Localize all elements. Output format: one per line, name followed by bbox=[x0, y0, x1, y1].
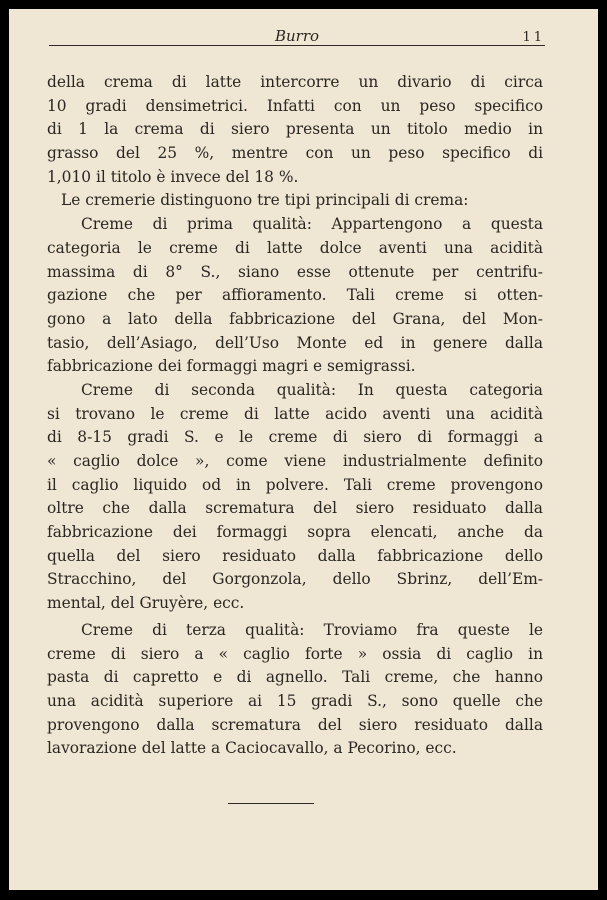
text-line: il caglio liquido od in polvere. Tali creme provengono bbox=[47, 475, 543, 494]
text-line: « caglio dolce », come viene industrialmente definito bbox=[47, 452, 543, 470]
text-line: della crema di latte intercorre un divario di circa bbox=[47, 73, 543, 91]
text-line: Le cremerie distinguono tre tipi principali di crema: bbox=[61, 191, 469, 210]
page-header bbox=[47, 21, 547, 47]
running-title: Burro bbox=[274, 27, 320, 45]
header-rule bbox=[49, 45, 545, 46]
text-line: Creme di seconda qualità: In questa categoria bbox=[81, 380, 543, 399]
text-line: di 8-15 gradi S. e le creme di siero di formaggi a bbox=[47, 428, 543, 447]
body-text bbox=[47, 71, 543, 761]
text-line: grasso del 25 %, mentre con un peso specifico di bbox=[47, 144, 543, 163]
text-line: gazione che per affioramento. Tali creme si otten- bbox=[47, 286, 543, 305]
text-line: di 1 la crema di siero presenta un titolo medio in bbox=[47, 120, 543, 139]
text-line: fabbricazione dei formaggi sopra elencati, anche da bbox=[47, 523, 543, 542]
text-line: si trovano le creme di latte acido aventi una acidità bbox=[47, 404, 543, 423]
text-line: categoria le creme di latte dolce aventi una acidità bbox=[47, 238, 543, 257]
section-end-rule bbox=[228, 803, 314, 804]
text-line: Stracchino, del Gorgonzola, dello Sbrinz, dell’Em- bbox=[47, 570, 543, 589]
text-line: provengono dalla scrematura del siero residuato dalla bbox=[47, 715, 543, 734]
text-line: gono a lato della fabbricazione del Grana, del Mon- bbox=[47, 309, 543, 328]
text-line: una acidità superiore ai 15 gradi S., sono quelle che bbox=[47, 691, 543, 710]
text-line: lavorazione del latte a Caciocavallo, a Pecorino, ecc. bbox=[47, 739, 457, 758]
text-line: quella del siero residuato dalla fabbricazione dello bbox=[47, 546, 543, 565]
text-line: creme di siero a « caglio forte » ossia di caglio in bbox=[47, 644, 543, 663]
text-line: 10 gradi densimetrici. Infatti con un peso specifico bbox=[47, 96, 543, 115]
text-line: pasta di capretto e di agnello. Tali creme, che hanno bbox=[47, 668, 543, 687]
book-page bbox=[9, 9, 598, 890]
text-line: Creme di prima qualità: Appartengono a questa bbox=[81, 215, 543, 234]
text-line: massima di 8° S., siano esse ottenute per centrifu- bbox=[47, 262, 543, 281]
text-line: oltre che dalla scrematura del siero residuato dalla bbox=[47, 499, 543, 518]
text-line: tasio, dell’Asiago, dell’Uso Monte ed in genere dalla bbox=[47, 333, 543, 352]
text-line: mental, del Gruyère, ecc. bbox=[47, 594, 245, 613]
page-number: 11 bbox=[522, 30, 545, 45]
text-line: fabbricazione dei formaggi magri e semigrassi. bbox=[47, 357, 416, 376]
text-line: 1,010 il titolo è invece del 18 %. bbox=[47, 167, 299, 186]
text-line: Creme di terza qualità: Troviamo fra queste le bbox=[81, 620, 543, 639]
